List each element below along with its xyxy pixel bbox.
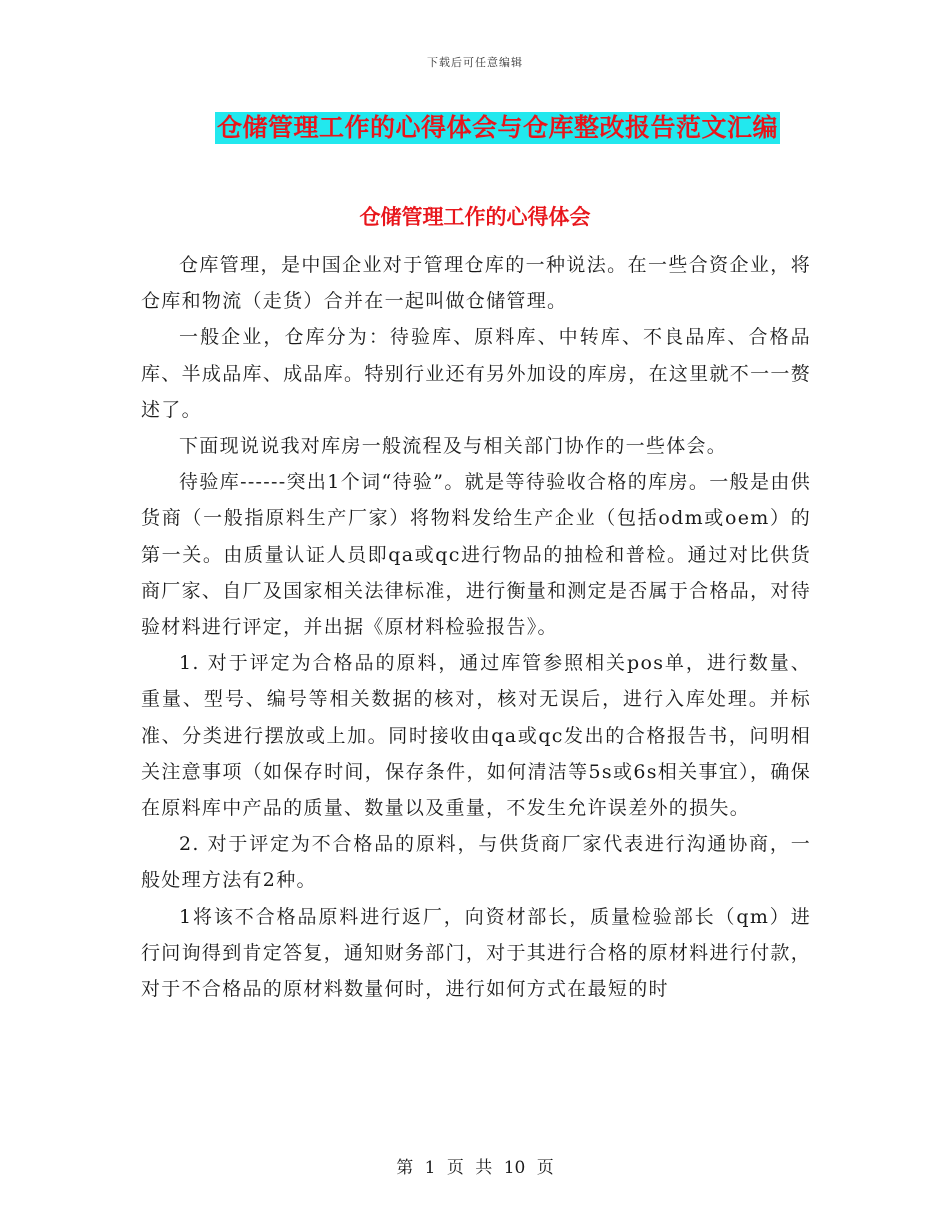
document-title-container: [0, 112, 950, 144]
paragraph-3: 下面现说说我对库房一般流程及与相关部门协作的一些体会。: [179, 435, 728, 458]
paragraph-7: 1将该不合格品原料进行返厂，向资材部长，质量检验部长（qm）进行问询得到肯定答复，通知财务部门，对于其进行合格的原材料进行付款，对于不合格品的原材料数量何时，进行如何方式在最短的时: [141, 905, 811, 1001]
document-title: 仓储管理工作的心得体会与仓库整改报告范文汇编: [216, 113, 778, 142]
paragraph-5: 1. 对于评定为合格品的原料，通过库管参照相关pos单，进行数量、重量、型号、编号等相关数据的核对，核对无误后，进行入库处理。并标准、分类进行摆放或上加。同时接收由qa或qc发出的合格报告书，问明相关注意事项（如保存时间，保存条件，如何清洁等5s或6s相关事宜），确保在原料库中产品的质量、数量以及重量，不发生允许误差外的损失。: [141, 652, 811, 820]
page-number-footer: 第 1 页 共 10 页: [396, 1158, 554, 1178]
paragraph-2: 一般企业，仓库分为：待验库、原料库、中转库、不良品库、合格品库、半成品库、成品库。特别行业还有另外加设的库房，在这里就不一一赘述了。: [141, 326, 811, 421]
header-note: 下载后可任意编辑: [427, 56, 523, 69]
paragraph-6: 2. 对于评定为不合格品的原料，与供货商厂家代表进行沟通协商，一般处理方法有2种。: [141, 833, 811, 892]
document-body: [141, 247, 811, 1007]
paragraph-1: 仓库管理，是中国企业对于管理仓库的一种说法。在一些合资企业，将仓库和物流（走货）合并在一起叫做仓储管理。: [141, 254, 811, 313]
section-title: 仓储管理工作的心得体会: [359, 205, 591, 229]
paragraph-4: 待验库------突出1个词“待验”。就是等待验收合格的库房。一般是由供货商（一般指原料生产厂家）将物料发给生产企业（包括odm或oem）的第一关。由质量认证人员即qa或qc进行物品的抽检和普检。通过对比供货商厂家、自厂及国家相关法律标准，进行衡量和测定是否属于合格品，对待验材料进行评定，并出据《原材料检验报告》。: [141, 471, 811, 639]
